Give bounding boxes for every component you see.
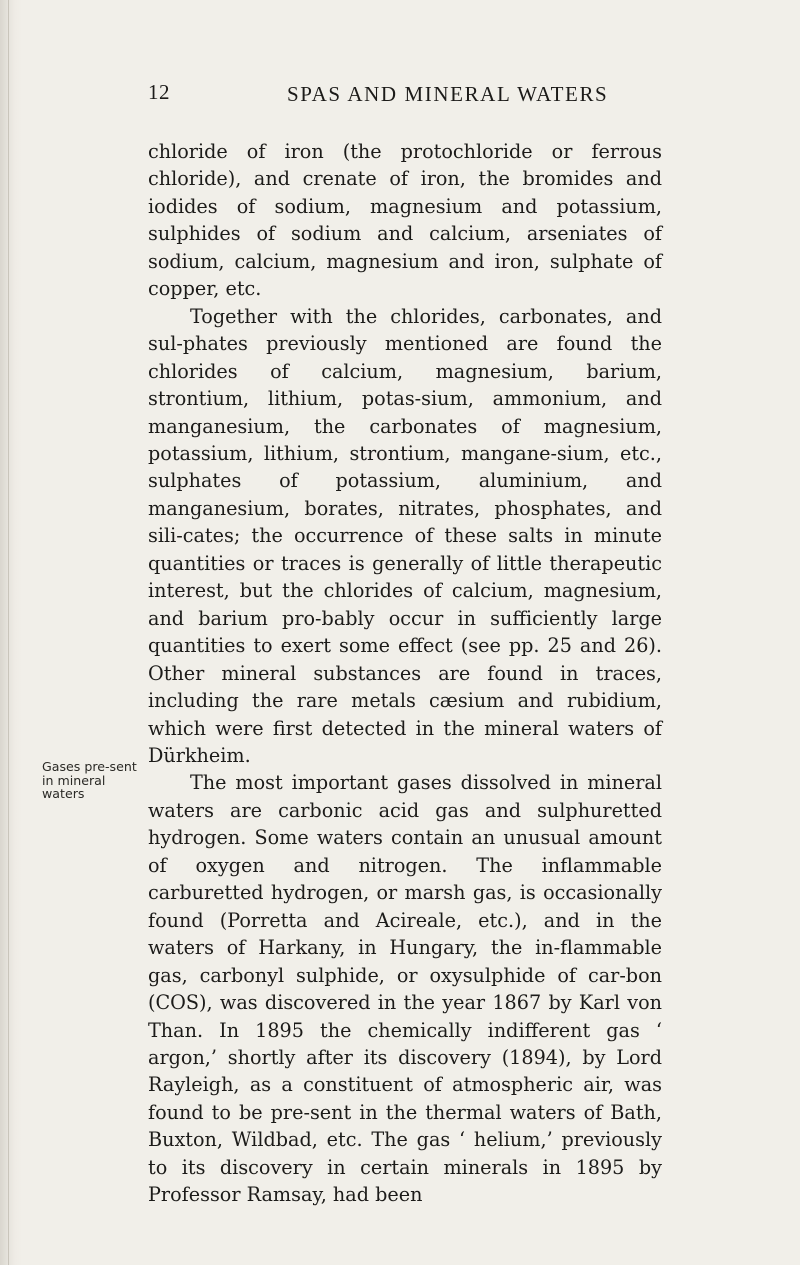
binding-shadow-line (8, 0, 9, 1265)
page-number: 12 (148, 80, 170, 104)
page-binding-edge (0, 0, 22, 1265)
paragraph-continuation: chloride of iron (the protochloride or ferrous chloride), and crenate of iron, the bromides and iodides of sodium, magnesium and potassium, sulphides of sodium and calcium, arseniates of sodium, calcium, magnesium and iron, sulphate of copper, etc. (148, 140, 662, 301)
body-text (148, 138, 662, 1209)
paragraph-gases: The most important gases dissolved in mineral waters are carbonic acid gas and sulphuretted hydrogen. Some waters contain an unusual amount of oxygen and nitrogen. The inflammable carburetted hydrogen, or marsh gas, is occasionally found (Porretta and Acireale, etc.), and in the waters of Harkany, in Hungary, the in-flammable gas, carbonyl sulphide, or oxysulphide of car-bon (COS), was discovered in the year 1867 by Karl von Than. In 1895 the chemically indifferent gas ‘ argon,’ shortly after its discovery (1894), by Lord Rayleigh, as a constituent of atmospheric air, was found to be pre-sent in the thermal waters of Bath, Buxton, Wildbad, etc. The gas ‘ helium,’ previously to its discovery in certain minerals in 1895 by Professor Ramsay, had been (148, 771, 662, 1207)
running-head: SPAS AND MINERAL WATERS (287, 82, 609, 106)
margin-note: Gases pre-sent in mineral waters (42, 759, 137, 802)
paragraph-chlorides: Together with the chlorides, carbonates, and sul-phates previously mentioned are found the chlorides of calcium, magnesium, barium, strontium, lithium, potas-sium, ammonium, and manganesium, the carbonates of magnesium, potassium, lithium, strontium, mangane-sium, etc., sulphates of potassium, aluminium, and manganesium, borates, nitrates, phosphates, and sili-cates; the occurrence of these salts in minute quantities or traces is generally of little therapeutic interest, but the chlorides of calcium, magnesium, and barium pro-bably occur in sufficiently large quantities to exert some effect (see pp. 25 and 26). Other mineral substances are found in traces, including the rare metals cæsium and rubidium, which were first detected in the mineral waters of Dürkheim. (148, 304, 662, 767)
